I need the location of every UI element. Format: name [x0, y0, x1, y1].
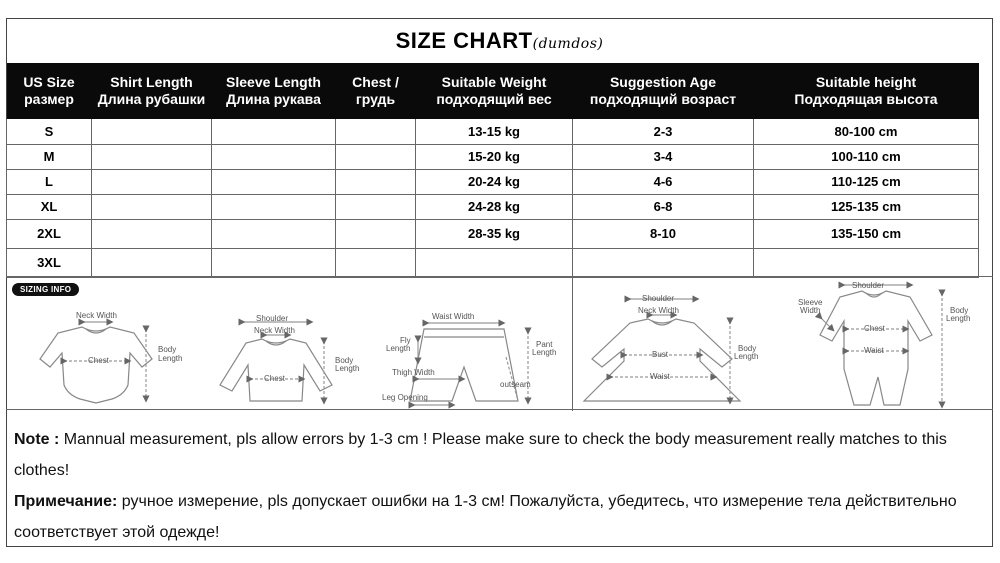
label-neck-width: Neck Width — [254, 326, 295, 335]
label-leg-opening: Leg Opening — [382, 393, 428, 402]
cell-height: 110-125 cm — [754, 169, 979, 194]
cell-chest — [336, 219, 416, 248]
cell-size: L — [7, 169, 92, 194]
cell-age: 6-8 — [573, 194, 754, 219]
label-shoulder: Shoulder — [852, 281, 885, 290]
cell-height: 135-150 cm — [754, 219, 979, 248]
cell-height: 125-135 cm — [754, 194, 979, 219]
table-row — [7, 144, 979, 169]
size-table — [6, 63, 979, 278]
cell-height — [754, 248, 979, 277]
header-age: Suggestion Age подходящий возраст — [573, 63, 754, 119]
header-weight: Suitable Weight подходящий вес — [416, 63, 573, 119]
cell-age: 2-3 — [573, 119, 754, 144]
cell-chest — [336, 169, 416, 194]
label-waist: Waist — [864, 346, 884, 355]
note-en-label: Note : — [14, 431, 60, 448]
cell-shirt — [92, 219, 212, 248]
note-ru-text: ручное измерение, pls допускает ошибки на 1-3 см! Пожалуйста, убедитесь, что измерение тела действительно соответствует этой одежде! — [14, 493, 957, 541]
label-pant-length: Length — [532, 348, 557, 357]
cell-sleeve — [212, 194, 336, 219]
label-fly: Fly — [400, 336, 411, 345]
table-row — [7, 169, 979, 194]
header-height: Suitable height Подходящая высота — [754, 63, 979, 119]
cell-weight: 13-15 kg — [416, 119, 573, 144]
label-chest: Chest — [88, 356, 109, 365]
label-body: Body — [738, 344, 757, 353]
label-outseam: outseam — [500, 380, 531, 389]
cell-sleeve — [212, 169, 336, 194]
label-chest: Chest — [864, 324, 885, 333]
cell-size: XL — [7, 194, 92, 219]
note-english — [14, 424, 984, 486]
label-length: Length — [946, 314, 971, 323]
header-sleeve-length: Sleeve Length Длина рукава — [212, 63, 336, 119]
cell-sleeve — [212, 144, 336, 169]
cell-height: 80-100 cm — [754, 119, 979, 144]
garment-diagrams — [6, 277, 993, 411]
note-russian — [14, 486, 984, 548]
cell-weight — [416, 248, 573, 277]
notes-section — [14, 424, 984, 548]
label-thigh-width: Thigh Width — [392, 368, 435, 377]
label-pant: Pant — [536, 340, 553, 349]
label-length: Length — [158, 354, 183, 363]
cell-age: 8-10 — [573, 219, 754, 248]
cell-weight: 15-20 kg — [416, 144, 573, 169]
table-row — [7, 119, 979, 144]
cell-weight: 24-28 kg — [416, 194, 573, 219]
label-body: Body — [950, 306, 969, 315]
table-header-row — [7, 63, 979, 119]
cell-age — [573, 248, 754, 277]
cell-shirt — [92, 144, 212, 169]
cell-weight: 20-24 kg — [416, 169, 573, 194]
sizing-info-panel — [6, 276, 993, 410]
cell-sleeve — [212, 119, 336, 144]
label-body: Body — [335, 356, 354, 365]
table-row — [7, 194, 979, 219]
cell-sleeve — [212, 219, 336, 248]
header-us-size: US Size размер — [7, 63, 92, 119]
label-sleeve-width: Width — [800, 306, 821, 315]
sizing-info-badge: SIZING INFO — [12, 283, 79, 296]
label-shoulder: Shoulder — [642, 294, 675, 303]
cell-size: 3XL — [7, 248, 92, 277]
cell-chest — [336, 248, 416, 277]
label-neck-width: Neck Width — [638, 306, 679, 315]
label-fly-length: Length — [386, 344, 411, 353]
label-neck-width: Neck Width — [76, 311, 117, 320]
cell-shirt — [92, 248, 212, 277]
note-ru-label: Примечание: — [14, 493, 118, 510]
label-chest: Chest — [264, 374, 285, 383]
cell-chest — [336, 144, 416, 169]
table-row — [7, 219, 979, 248]
label-body: Body — [158, 345, 177, 354]
cell-shirt — [92, 119, 212, 144]
label-shoulder: Shoulder — [256, 314, 289, 323]
cell-chest — [336, 194, 416, 219]
title-main: SIZE CHART — [395, 28, 533, 53]
cell-size: M — [7, 144, 92, 169]
cell-age: 4-6 — [573, 169, 754, 194]
cell-shirt — [92, 194, 212, 219]
label-length: Length — [335, 364, 360, 373]
cell-height: 100-110 cm — [754, 144, 979, 169]
note-en-text: Mannual measurement, pls allow errors by 1-3 cm ! Please make sure to check the body measurement really matches to this clothes! — [14, 431, 947, 479]
label-waist: Waist — [650, 372, 670, 381]
cell-weight: 28-35 kg — [416, 219, 573, 248]
header-shirt-length: Shirt Length Длина рубашки — [92, 63, 212, 119]
label-bust: Bust — [652, 350, 669, 359]
label-waist-width: Waist Width — [432, 312, 475, 321]
cell-chest — [336, 119, 416, 144]
table-row — [7, 248, 979, 277]
cell-size: S — [7, 119, 92, 144]
page-title — [6, 28, 993, 54]
cell-size: 2XL — [7, 219, 92, 248]
title-row — [6, 18, 993, 62]
header-chest: Chest / грудь — [336, 63, 416, 119]
cell-sleeve — [212, 248, 336, 277]
cell-shirt — [92, 169, 212, 194]
label-length: Length — [734, 352, 759, 361]
title-brand: (dumdos) — [532, 36, 604, 52]
label-sleeve: Sleeve — [798, 298, 823, 307]
romper-diagram-icon — [820, 285, 942, 405]
cell-age: 3-4 — [573, 144, 754, 169]
